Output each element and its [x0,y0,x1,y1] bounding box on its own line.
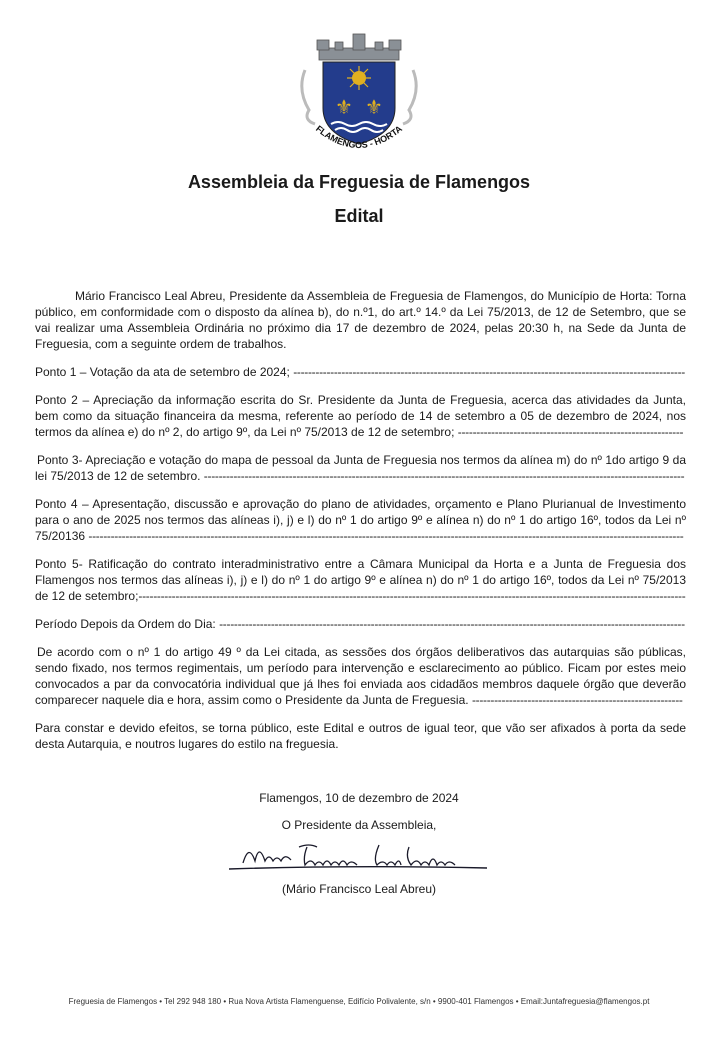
signoff-block [0,790,718,897]
agenda-point-3 [35,452,686,484]
place-date: Flamengos, 10 de dezembro de 2024 [259,791,459,805]
agenda-point-text: Ponto 5- Ratificação do contrato interadministrativo entre a Câmara Municipal da Horta e a Junta de Freguesia dos Flamengos nos termos das alíneas i), j) e l) do nº 1 do artigo 9º e alínea n) do nº 1 do artigo 16º, todos da Lei nº 75/2013 de 12 de setembro; [35,557,686,603]
crest-banner-text: FLAMENGOS - HORTA [314,123,404,151]
dash-leader: ------------------------------------------------------------------------------------------------------------------------------ [219,617,685,631]
dash-leader: ---------------------------------------------------------------------------------------------------------------------------------------------------- [138,589,686,603]
closing-paragraph: Para constar e devido efeitos, se torna público, este Edital e outros de igual teor, que vão ser afixados à porta da sede desta Autarquia, e noutros lugares do estilo na freguesia. [35,721,686,751]
svg-text:⚜: ⚜ [365,97,383,119]
edital-body [35,288,686,752]
agenda-point-1 [35,364,686,380]
handwritten-signature [229,837,489,877]
public-session-text: De acordo com o nº 1 do artigo 49 º da Lei citada, as sessões dos órgãos deliberativos das autarquias são públicas, sendo fixado, nos termos regimentais, um período para intervenção e esclarecimento ao público. Ficam por estes meio convocados a par da convocatória individual que já lhes foi enviada aos cidadãos membros daquele órgão que deverão comparecer naquele dia e hora, assim como o Presidente da Junta de Freguesia. [35,645,686,707]
public-session-paragraph [35,644,686,708]
svg-text:⚜: ⚜ [335,97,353,119]
dash-leader: ------------------------------------------------------------- [457,425,684,439]
coat-of-arms-logo [297,30,421,162]
dash-leader: ---------------------------------------------------------------------------------------------------------- [293,365,685,379]
after-agenda-period [35,616,686,632]
signatory-name: (Mário Francisco Leal Abreu) [281,882,437,896]
agenda-point-text: Ponto 4 – Apresentação, discussão e aprovação do plano de atividades, orçamento e Plano Plurianual de Investimento para o ano de 2025 nos termos das alíneas i), j) e l) do nº 1 do artigo 9º e alínea n) do nº 1 do artigo 16º, todos da Lei nº 75/20136 [35,497,686,543]
agenda-point-text: Ponto 2 – Apreciação da informação escrita do Sr. Presidente da Junta de Freguesia, acerca das atividades da Junta, bem como da situação financeira da mesma, referente ao período de 14 de setembro a 05 de dezembro de 2024, nos termos da alínea e) do nº 2, do artigo 9º, da Lei nº 75/2013 de 12 de setembro; [35,393,686,439]
agenda-point-text: Ponto 1 – Votação da ata de setembro de 2024; [35,365,290,379]
agenda-point-5 [35,556,686,604]
document-subtitle: Edital [334,206,384,226]
dash-leader: --------------------------------------------------------- [471,693,683,707]
signatory-role: O Presidente da Assembleia, [281,818,437,832]
dash-leader: ---------------------------------------------------------------------------------------------------------------------------------- [203,469,685,483]
agenda-point-4 [35,496,686,544]
footer-contact: Freguesia de Flamengos • Tel 292 948 180 • Rua Nova Artista Flamenguense, Edifício Polivalente, s/n • 9900-401 Flamengos • Email:Juntafreguesia@flamengos.pt [68,997,650,1006]
document-title: Assembleia da Freguesia de Flamengos [187,172,531,192]
agenda-point-2 [35,392,686,440]
after-agenda-text: Período Depois da Ordem do Dia: [35,617,216,631]
dash-leader: ----------------------------------------------------------------------------------------------------------------------------------------------------------------- [88,529,684,543]
agenda-point-text: Ponto 3- Apreciação e votação do mapa de pessoal da Junta de Freguesia nos termos da alínea m) do nº 1do artigo 9 da lei 75/2013 de 12 de setembro. [35,453,686,483]
intro-paragraph: Mário Francisco Leal Abreu, Presidente da Assembleia de Freguesia de Flamengos, do Município de Horta: Torna público, em conformidade com o disposto da alínea b), do n.º1, do art.º 14.º da Lei 75/2013, de 12 de Setembro, que se vai realizar uma Assembleia Ordinária no próximo dia 17 de dezembro de 2024, pelas 20:30 h, na Sede da Junta de Freguesia, com a seguinte ordem de trabalhos. [35,289,686,351]
